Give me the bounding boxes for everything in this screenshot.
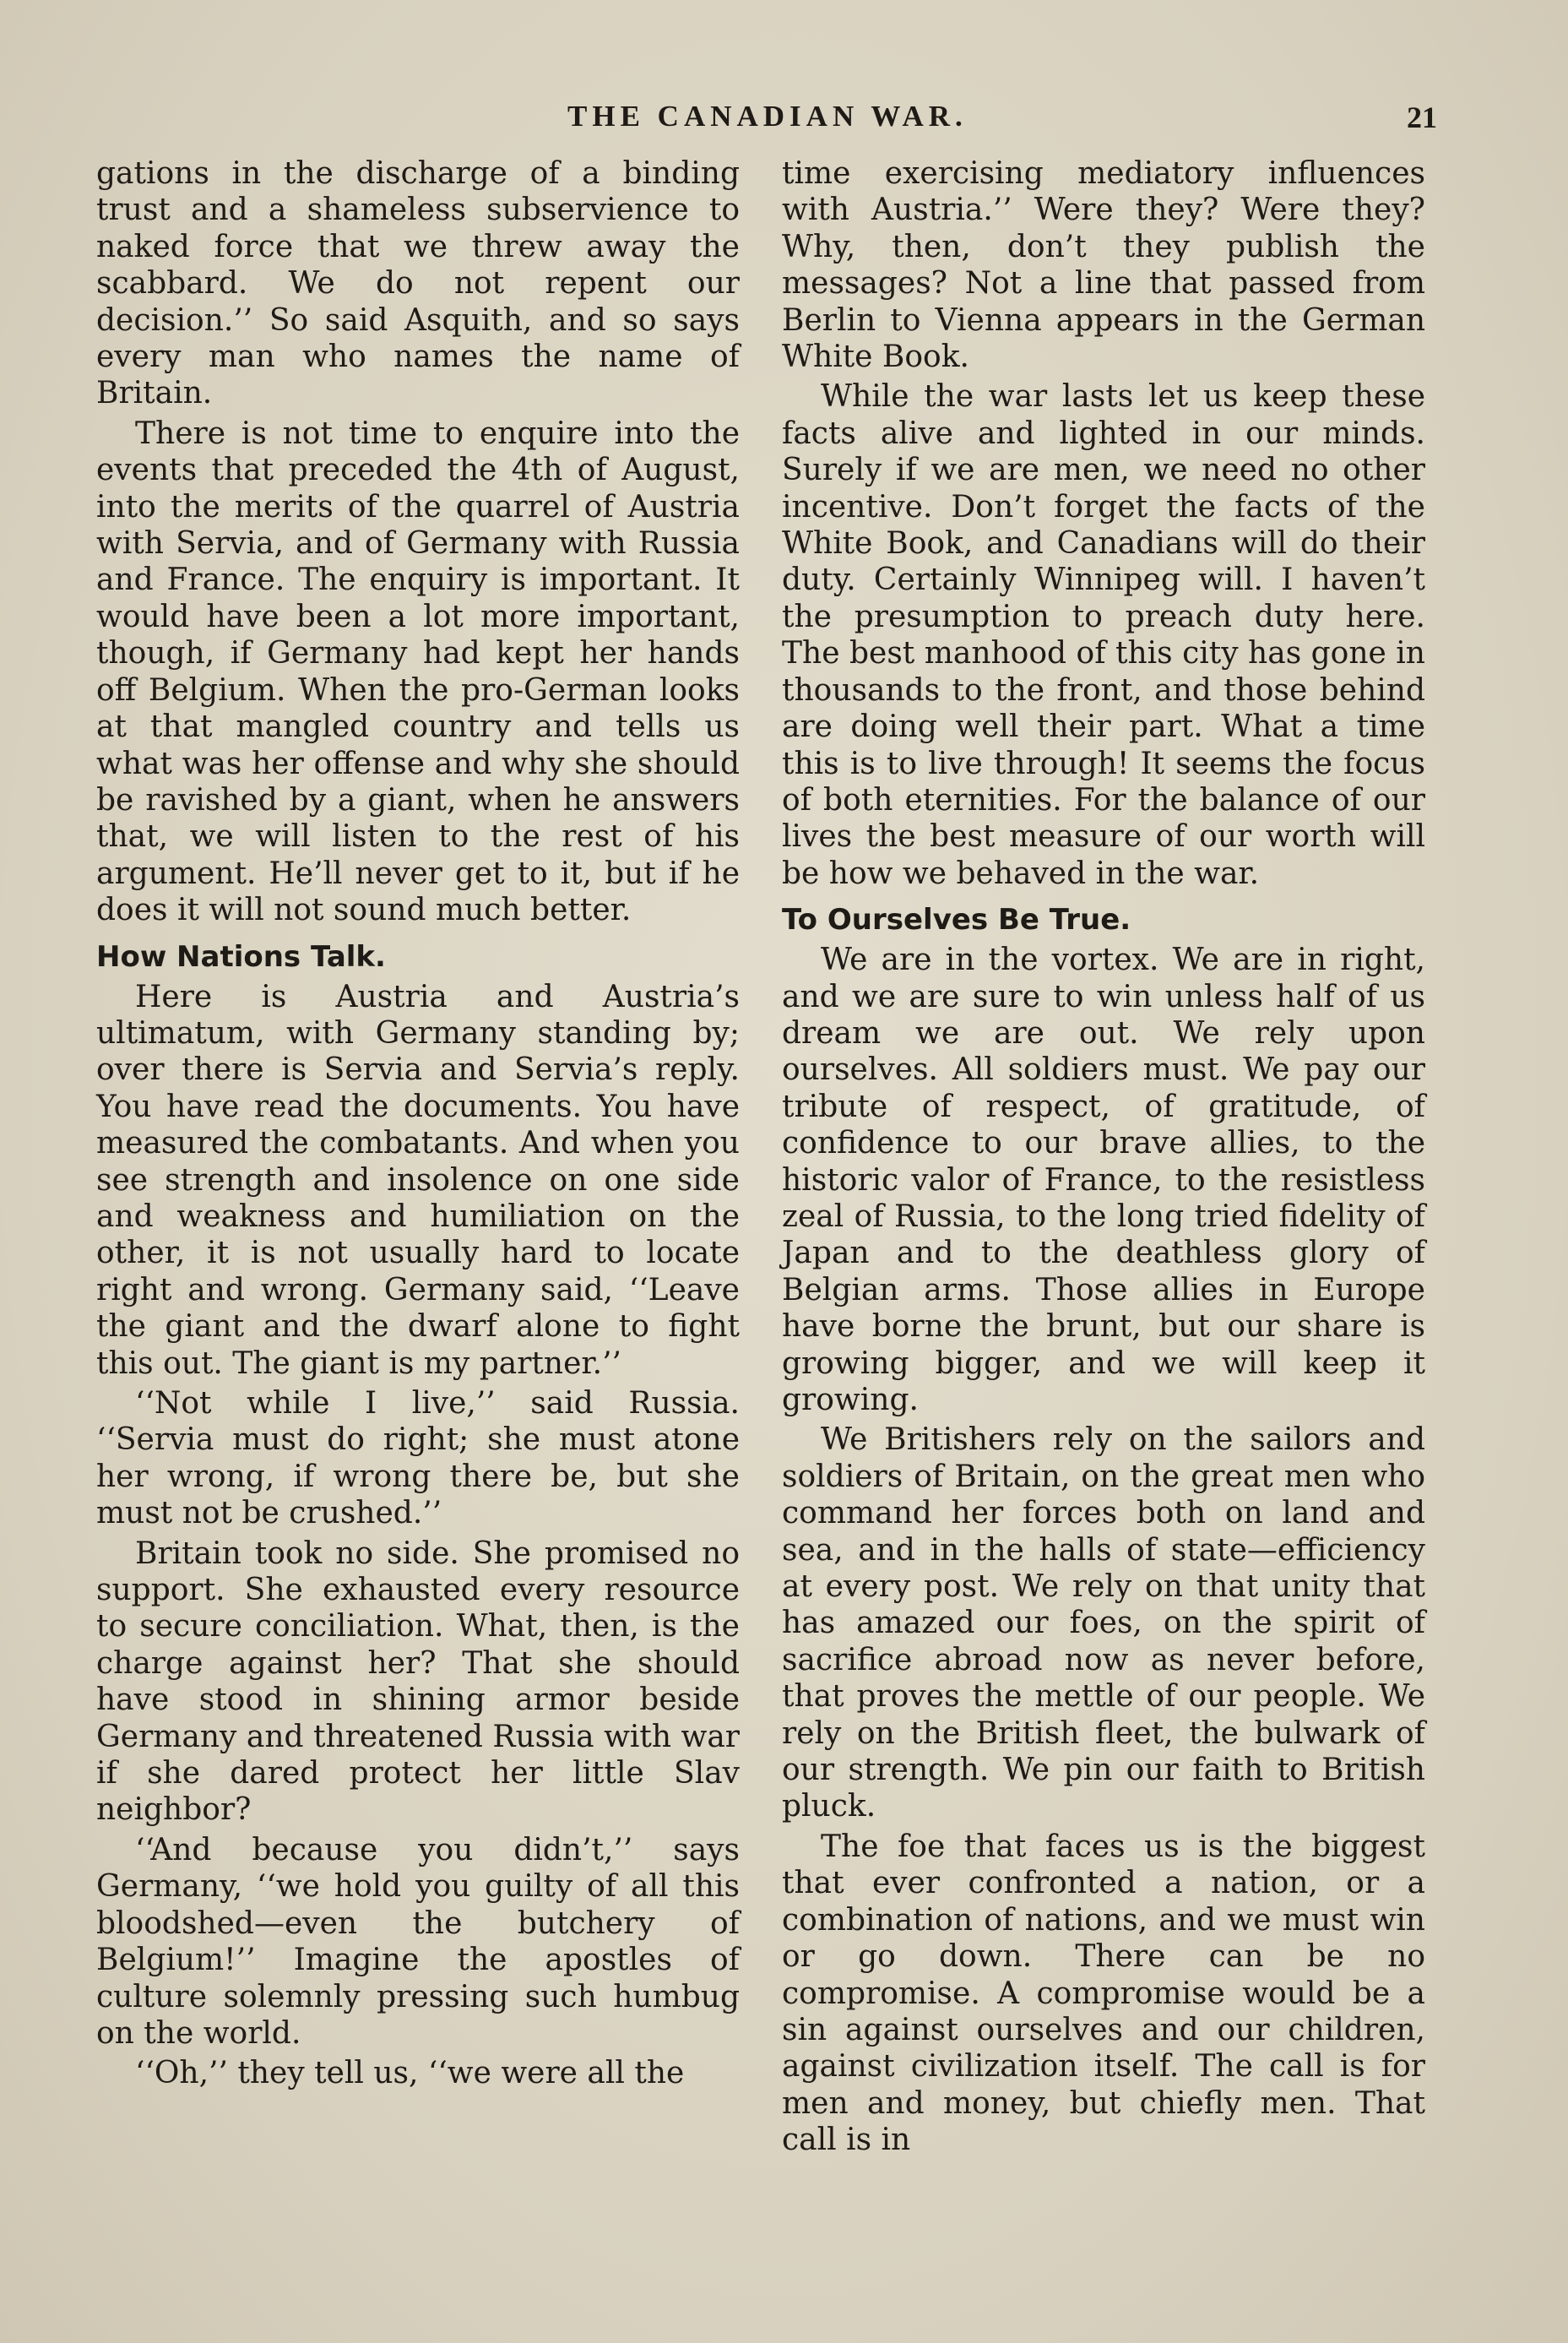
paragraph: We are in the vortex. We are in right, and we are sure to win unless half of us dream we are out. We rely upon ourselves. All soldiers must. We pay our tribute of respect, of gratitude, of confidence to our brave allies, to the historic valor of France, to the resistless zeal of Russia, to the long tried fidelity of Japan and to the deathless glory of Belgian arms. Those allies in Europe have borne the brunt, but our share is growing bigger, and we will keep it growing.	[782, 943, 1425, 1417]
paragraph: The foe that faces us is the biggest that ever confronted a nation, or a combination of nations, and we must win or go down. There can be no compromise. A compromise would be a sin against ourselves and our children, against civilization itself. The call is for men and money, but chiefly men. That call is in	[782, 1829, 1425, 2158]
paragraph: We Britishers rely on the sailors and soldiers of Britain, on the great men who command her forces both on land and sea, and in the halls of state—efficiency at every post. We rely on that unity that has amazed our foes, on the spirit of sacrifice abroad now as never before, that proves the mettle of our people. We rely on the British fleet, the bulwark of our strength. We pin our faith to British pluck.	[782, 1422, 1425, 1824]
section-heading: How Nations Talk.	[96, 939, 386, 974]
paragraph: While the war lasts let us keep these facts alive and lighted in our minds. Surely if we are men, we need no other incentive. Don’t forget the facts of the White Book, and Canadians will do their duty. Certainly Winnipeg will. I haven’t the presumption to preach duty here. The best manhood of this city has gone in thousands to the front, and those behind are doing well their part. What a time this is to live through! It seems the focus of both eternities. For the balance of our lives the best measure of our worth will be how we behaved in the war.	[782, 379, 1425, 891]
paragraph: Britain took no side. She promised no support. She exhausted every resource to secure conciliation. What, then, is the charge against her? That she should have stood in shining armor beside Germany and threatened Russia with war if she dared protect her little Slav neighbor?	[96, 1536, 740, 1828]
paragraph: time exercising mediatory influences with Austria.’’ Were they? Were they? Why, then, don’t they publish the messages? Not a line that passed from Berlin to Vienna appears in the German White Book.	[782, 156, 1425, 375]
page-header	[95, 100, 1437, 150]
running-title: THE CANADIAN WAR.	[567, 100, 968, 133]
paragraph: gations in the discharge of a binding trust and a shameless subservience to naked force that we threw away the scabbard. We do not repent our decision.’’ So said Asquith, and so says every man who names the name of Britain.	[96, 156, 740, 411]
right-column	[782, 155, 1425, 2159]
paragraph: ‘‘Not while I live,’’ said Russia. ‘‘Servia must do right; she must atone her wrong, if wrong there be, but she must not be crushed.’’	[96, 1386, 740, 1531]
paragraph: There is not time to enquire into the events that preceded the 4th of August, into the merits of the quarrel of Austria with Servia, and of Germany with Russia and France. The enquiry is important. It would have been a lot more important, though, if Germany had kept her hands off Belgium. When the pro-German looks at that mangled country and tells us what was her offense and why she should be ravished by a giant, when he answers that, we will listen to the rest of his argument. He’ll never get to it, but if he does it will not sound much better.	[96, 416, 740, 928]
paragraph: ‘‘Oh,’’ they tell us, ‘‘we were all the	[135, 2056, 685, 2091]
section-heading: To Ourselves Be True.	[782, 903, 1131, 938]
paragraph: Here is Austria and Austria’s ultimatum, with Germany standing by; over there is Servia and Servia’s reply. You have read the documents. You have measured the combatants. And when you see strength and insolence on one side and weakness and humiliation on the other, it is not usually hard to locate right and wrong. Germany said, ‘‘Leave the giant and the dwarf alone to fight this out. The giant is my partner.’’	[96, 979, 740, 1381]
paragraph: ‘‘And because you didn’t,’’ says Germany, ‘‘we hold you guilty of all this bloodshed—even the butchery of Belgium!’’ Imagine the apostles of culture solemnly pressing such humbug on the world.	[96, 1832, 740, 2051]
left-column	[96, 155, 740, 2092]
page-number: 21	[1407, 101, 1437, 134]
